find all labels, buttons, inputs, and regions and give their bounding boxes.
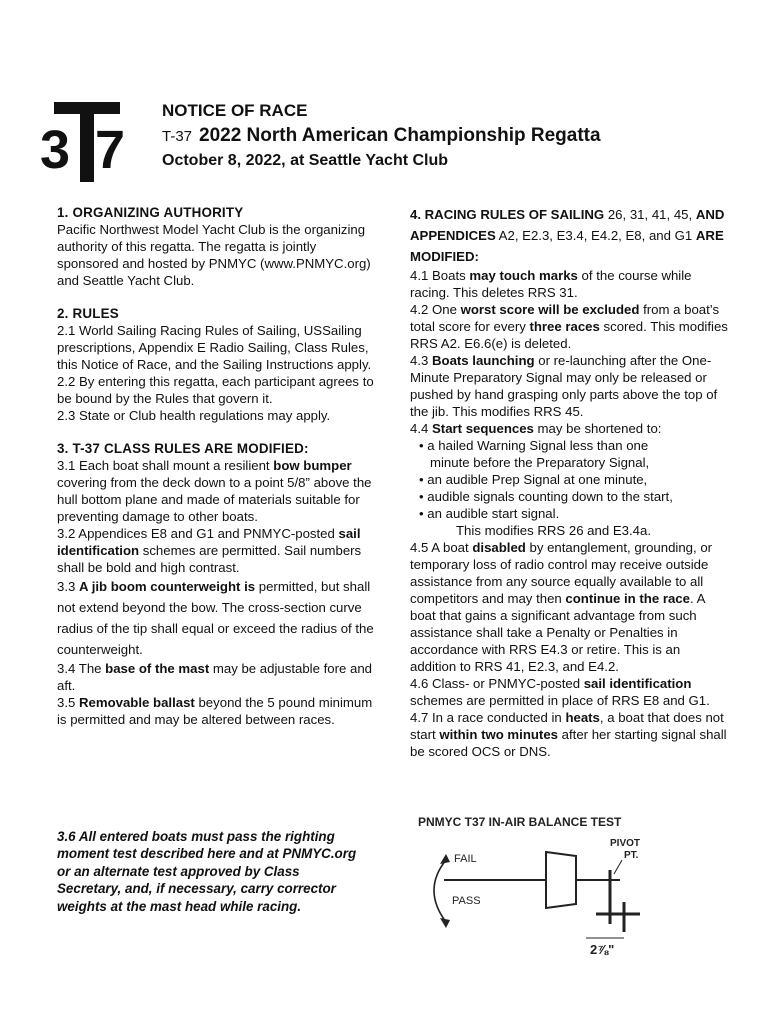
hull-shape <box>546 852 576 908</box>
section-4-4: 4.4 Start sequences may be shortened to: <box>410 421 662 436</box>
left-column <box>57 204 377 728</box>
dimension-label: 2⅞" <box>590 942 615 957</box>
section-4-3: 4.3 Boats launching or re-launching after the One-Minute Preparatory Signal may only be released or pushed by hand grasping only parts above the top of the jib. This modifies RRS 45. <box>410 353 718 419</box>
t37-logo <box>40 102 132 182</box>
date-venue: October 8, 2022, at Seattle Yacht Club <box>162 152 449 169</box>
start-bullet-1: • a hailed Warning Signal less than one <box>419 438 649 453</box>
section-3-2: 3.2 Appendices E8 and G1 and PNMYC-posted sail identification schemes are permitted. Sail numbers shall be bold and high contrast. <box>57 526 362 575</box>
section-4-1: 4.1 Boats may touch marks of the course while racing. This deletes RRS 31. <box>410 268 692 300</box>
section-4-5: 4.5 A boat disabled by entanglement, grounding, or temporary loss of radio control may receive outside assistance from any source equally available to all competitors and may then continue in the race. A boat that gains a significant advantage from such assistance shall take a Penalty or Penalties in accordance with RRS E4.3 or retire. This is an addition to RRS 41, E2.3, and E4.2. <box>410 540 713 674</box>
section-3-1: 3.1 Each boat shall mount a resilient bow bumper covering from the deck down to a point 5/8” above the hull bottom plane and made of materials suitable for preventing damage to other boats. <box>57 458 372 524</box>
section-3-5: 3.5 Removable ballast beyond the 5 pound minimum is permitted and may be altered between races. <box>57 695 373 727</box>
section-1-heading: 1. ORGANIZING AUTHORITY <box>57 205 244 220</box>
section-3-3: 3.3 A jib boom counterweight is permitted, but shall not extend beyond the bow. The cross-section curve radius of the tip shall equal or exceed the radius of the counterweight. <box>57 579 374 657</box>
section-3-4: 3.4 The base of the mast may be adjustable fore and aft. <box>57 661 372 693</box>
section-3-heading: 3. T-37 CLASS RULES ARE MODIFIED: <box>57 441 309 456</box>
section-4-7: 4.7 In a race conducted in heats, a boat that does not start within two minutes after her starting signal shall be scored OCS or DNS. <box>410 710 727 759</box>
right-column <box>410 204 730 760</box>
fail-label: FAIL <box>454 853 477 865</box>
arrow-head-up <box>440 854 450 864</box>
section-2-3: 2.3 State or Club health regulations may apply. <box>57 408 331 423</box>
class-name: T-37 <box>162 128 193 145</box>
start-bullet-3: • audible signals counting down to the start, <box>419 489 673 504</box>
arrow-head-down <box>440 918 450 928</box>
start-modifies-note: This modifies RRS 26 and E3.4a. <box>456 523 651 538</box>
start-bullet-1-cont: minute before the Preparatory Signal, <box>430 455 650 470</box>
notice-heading: NOTICE OF RACE <box>162 101 308 120</box>
section-1-body: Pacific Northwest Model Yacht Club is the organizing authority of this regatta. The regatta is jointly sponsored and hosted by PNMYC (www.PNMYC.org) and Seattle Yacht Club. <box>57 222 371 288</box>
section-4-heading: 4. RACING RULES OF SAILING 26, 31, 41, 45, AND APPENDICES A2, E2.3, E3.4, E4.2, E8, and G1 ARE MODIFIED: <box>410 207 725 264</box>
rotation-arrow <box>434 860 446 922</box>
section-3-6: 3.6 All entered boats must pass the righting moment test described here and at PNMYC.org or an alternate test approved by Class Secretary, and, if necessary, carry corrector weights at the mast head while racing. <box>57 829 357 914</box>
regatta-title <box>162 125 601 147</box>
pass-label: PASS <box>452 895 481 907</box>
balance-test-diagram <box>410 810 700 960</box>
regatta-title-text: 2022 North American Championship Regatta <box>199 125 601 146</box>
section-4-2: 4.2 One worst score will be excluded from a boat’s total score for every three races scored. This modifies RRS A2. E6.6(e) is deleted. <box>410 302 728 351</box>
start-bullet-4: • an audible start signal. <box>419 506 560 521</box>
section-2-2: 2.2 By entering this regatta, each participant agrees to be bound by the Rules that govern it. <box>57 374 374 406</box>
logo-digit-3: 3 <box>40 120 71 180</box>
section-2-1: 2.1 World Sailing Racing Rules of Sailing, USSailing prescriptions, Appendix E Radio Sailing, Class Rules, this Notice of Race, and the Sailing Instructions apply. <box>57 323 372 372</box>
section-4-6: 4.6 Class- or PNMYC-posted sail identification schemes are permitted in place of RRS E8 and G1. <box>410 676 710 708</box>
start-bullet-2: • an audible Prep Signal at one minute, <box>419 472 648 487</box>
diagram-title: PNMYC T37 IN-AIR BALANCE TEST <box>418 815 622 829</box>
section-2-heading: 2. RULES <box>57 306 119 321</box>
pivot-pointer <box>614 860 622 874</box>
pivot-label: PIVOT <box>610 838 641 849</box>
pivot-pt-label: PT. <box>624 850 639 861</box>
logo-digit-7: 7 <box>95 120 126 180</box>
